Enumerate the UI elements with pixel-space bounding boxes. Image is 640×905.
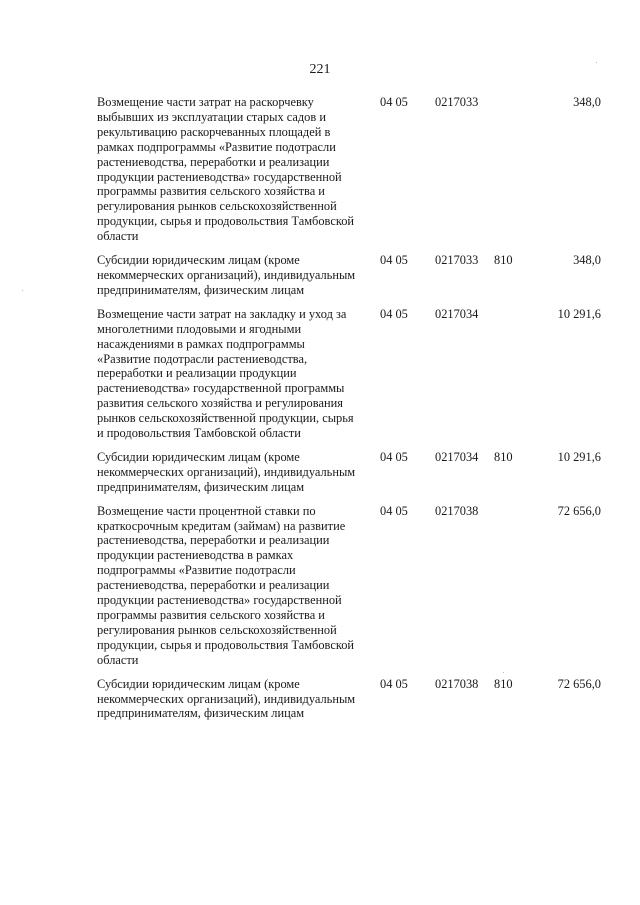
- table-row: [97, 95, 607, 244]
- row-target-article: 0217033: [435, 95, 479, 109]
- table-row: [97, 450, 607, 495]
- row-description: Субсидии юридическим лицам (кроме некоммерческих организаций), индивидуальным предпринимателям, физическим лицам: [97, 676, 356, 721]
- scan-speck: [503, 672, 504, 673]
- table-row: [97, 677, 607, 722]
- row-description: Субсидии юридическим лицам (кроме некоммерческих организаций), индивидуальным предпринимателям, физическим лицам: [97, 253, 356, 297]
- row-section-code: 04 05: [380, 676, 408, 691]
- row-expense-type: 810: [494, 676, 513, 691]
- row-amount: 348,0: [573, 253, 601, 268]
- scan-speck: [596, 62, 597, 63]
- row-expense-type: 810: [494, 449, 513, 464]
- row-target-article: 0217033: [435, 253, 479, 268]
- row-description: Возмещение части процентной ставки по краткосрочным кредитам (займам) на развитие растениеводства, переработки и реализации продукции растениеводства в рамках подпрограммы «Развитие подотрасли растениеводства, переработки и реализации продукции растениеводства» государственной программы развития сельского хозяйства и регулирования рынков сельскохозяйственной продукции, сырья и продовольствия Тамбовской области: [97, 503, 355, 667]
- row-target-article: 0217038: [435, 503, 479, 518]
- row-description: Субсидии юридическим лицам (кроме некоммерческих организаций), индивидуальным предпринимателям, физическим лицам: [97, 449, 356, 494]
- row-amount: 72 656,0: [557, 676, 601, 691]
- scan-speck: [22, 290, 23, 291]
- row-section-code: 04 05: [380, 503, 408, 518]
- row-section-code: 04 05: [380, 449, 408, 464]
- page-number: 221: [309, 62, 331, 77]
- row-amount: 10 291,6: [557, 449, 601, 464]
- row-section-code: 04 05: [380, 253, 408, 268]
- row-target-article: 0217034: [435, 306, 479, 321]
- row-section-code: 04 05: [380, 95, 408, 109]
- row-amount: 10 291,6: [557, 306, 601, 321]
- row-target-article: 0217034: [435, 449, 479, 464]
- table-row: [97, 504, 607, 668]
- row-expense-type: 810: [494, 253, 513, 268]
- row-amount: 72 656,0: [557, 503, 601, 518]
- row-target-article: 0217038: [435, 676, 479, 691]
- budget-table: [97, 95, 607, 730]
- row-description: Возмещение части затрат на раскорчевку выбывших из эксплуатации старых садов и рекультивацию раскорчеванных площадей в рамках подпрограммы «Развитие подотрасли растениеводства, переработки и реализации продукции растениеводства» государственной программы развития сельского хозяйства и регулирования рынков сельскохозяйственной продукции, сырья и продовольствия Тамбовской области: [97, 95, 355, 244]
- table-row: [97, 253, 607, 298]
- table-row: [97, 307, 607, 441]
- row-section-code: 04 05: [380, 306, 408, 321]
- row-description: Возмещение части затрат на закладку и уход за многолетними плодовыми и ягодными насаждениями в рамках подпрограммы «Развитие подотрасли растениеводства, переработки и реализации продукции растениеводства» государственной программы развития сельского хозяйства и регулирования рынков сельскохозяйственной продукции, сырья и продовольствия Тамбовской области: [97, 306, 354, 441]
- row-amount: 348,0: [573, 95, 601, 109]
